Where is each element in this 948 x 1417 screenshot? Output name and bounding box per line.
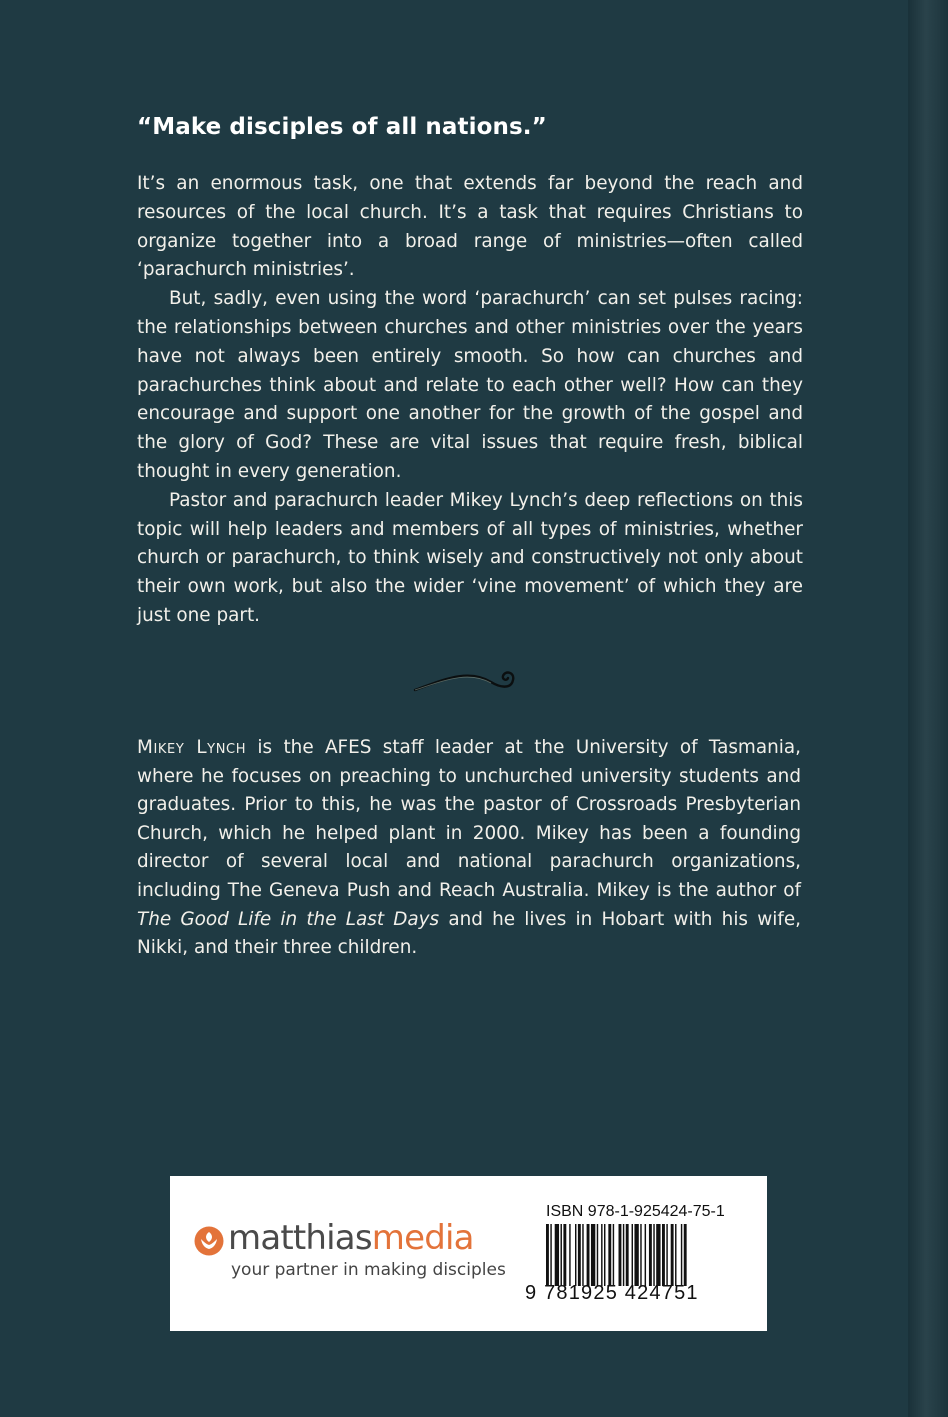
barcode-bar: [640, 1224, 641, 1286]
barcode-bar: [656, 1224, 660, 1286]
publisher-tagline: your partner in making disciples: [231, 1260, 506, 1280]
publisher-name-part1: matthias: [228, 1218, 372, 1258]
barcode-bar: [569, 1224, 570, 1286]
barcode-bar: [619, 1224, 622, 1286]
blurb-paragraph: It’s an enormous task, one that extends far beyond the reach and resources of the local church. It’s a task that requires Christians to organize together into a broad range of ministries—often called ‘parachurch ministries’.: [137, 173, 803, 281]
barcode-bar: [684, 1224, 687, 1286]
barcode-bar: [604, 1224, 605, 1286]
barcode-bar: [591, 1224, 595, 1286]
barcode-digits: 9 781925 424751: [525, 1282, 699, 1304]
barcode-bar: [550, 1224, 551, 1286]
barcode-bar: [582, 1224, 583, 1286]
book-title: The Good Life in the Last Days: [137, 908, 440, 930]
blurb-paragraph: Pastor and parachurch leader Mikey Lynch’s deep reflections on this topic will help leaders and members of all types of ministries, whether church or parachurch, to think wisely and constructively not only about their own work, but also the wider ‘vine movement’ of which they are just one part.: [137, 489, 803, 626]
barcode-bar: [578, 1224, 581, 1286]
barcode-icon: [546, 1224, 742, 1286]
flourish-ornament-icon: [413, 660, 523, 696]
publisher-logo-icon: [194, 1226, 224, 1256]
bio-text: is the AFES staff leader at the University of Tasmania, where he focuses on preaching to unchurched university students and graduates. Prior to this, he was the pastor of Crossroads Presbyterian Church, which he helped plant in 2000. Mikey has been a founding director of several local and national parachurch organizations, including The Geneva Push and Reach Australia. Mikey is the author of: [137, 737, 802, 901]
blurb-paragraph: But, sadly, even using the word ‘parachurch’ can set pulses racing: the relationships between churches and other ministries over the years have not always been entirely smooth. So how can churches and parachurches think about and relate to each other well? How can they encourage and support one another for the growth of the gospel and the glory of God? These are vital issues that require fresh, biblical thought in every generation.: [137, 288, 803, 482]
barcode-bar: [613, 1224, 614, 1286]
barcode-bar: [587, 1224, 590, 1286]
barcode-bar: [671, 1224, 674, 1286]
barcode-bar: [608, 1224, 611, 1286]
spine-edge: [908, 0, 948, 1417]
author-bio: [137, 734, 801, 963]
author-name: Mikey Lynch: [137, 737, 247, 758]
barcode-bar: [632, 1224, 633, 1286]
bio-text: and he lives in Hobart with his wife, Nikki, and their three children.: [137, 908, 801, 959]
barcode-bar: [546, 1224, 549, 1286]
barcode-bar: [634, 1224, 638, 1286]
barcode-bar: [597, 1224, 598, 1286]
barcode-bar: [666, 1224, 667, 1286]
barcode-bar: [623, 1224, 624, 1286]
barcode-bar: [675, 1224, 676, 1286]
barcode-bar: [653, 1224, 654, 1286]
barcode-bar: [681, 1224, 682, 1286]
isbn-label: ISBN 978-1-925424-75-1: [546, 1203, 725, 1220]
headline-quote: “Make disciples of all nations.”: [137, 114, 547, 140]
barcode-bar: [649, 1224, 652, 1286]
barcode-bar: [601, 1224, 602, 1286]
barcode-bar: [626, 1224, 629, 1286]
barcode-bar: [645, 1224, 646, 1286]
publisher-name-part2: media: [371, 1218, 474, 1258]
blurb-text: [137, 170, 803, 631]
barcode-bar: [561, 1224, 562, 1286]
barcode-sticker: [170, 1176, 767, 1331]
barcode-bar: [563, 1224, 566, 1286]
barcode-bar: [662, 1224, 665, 1286]
barcode-bar: [555, 1224, 559, 1286]
publisher-name: [228, 1218, 474, 1258]
barcode-bar: [575, 1224, 576, 1286]
